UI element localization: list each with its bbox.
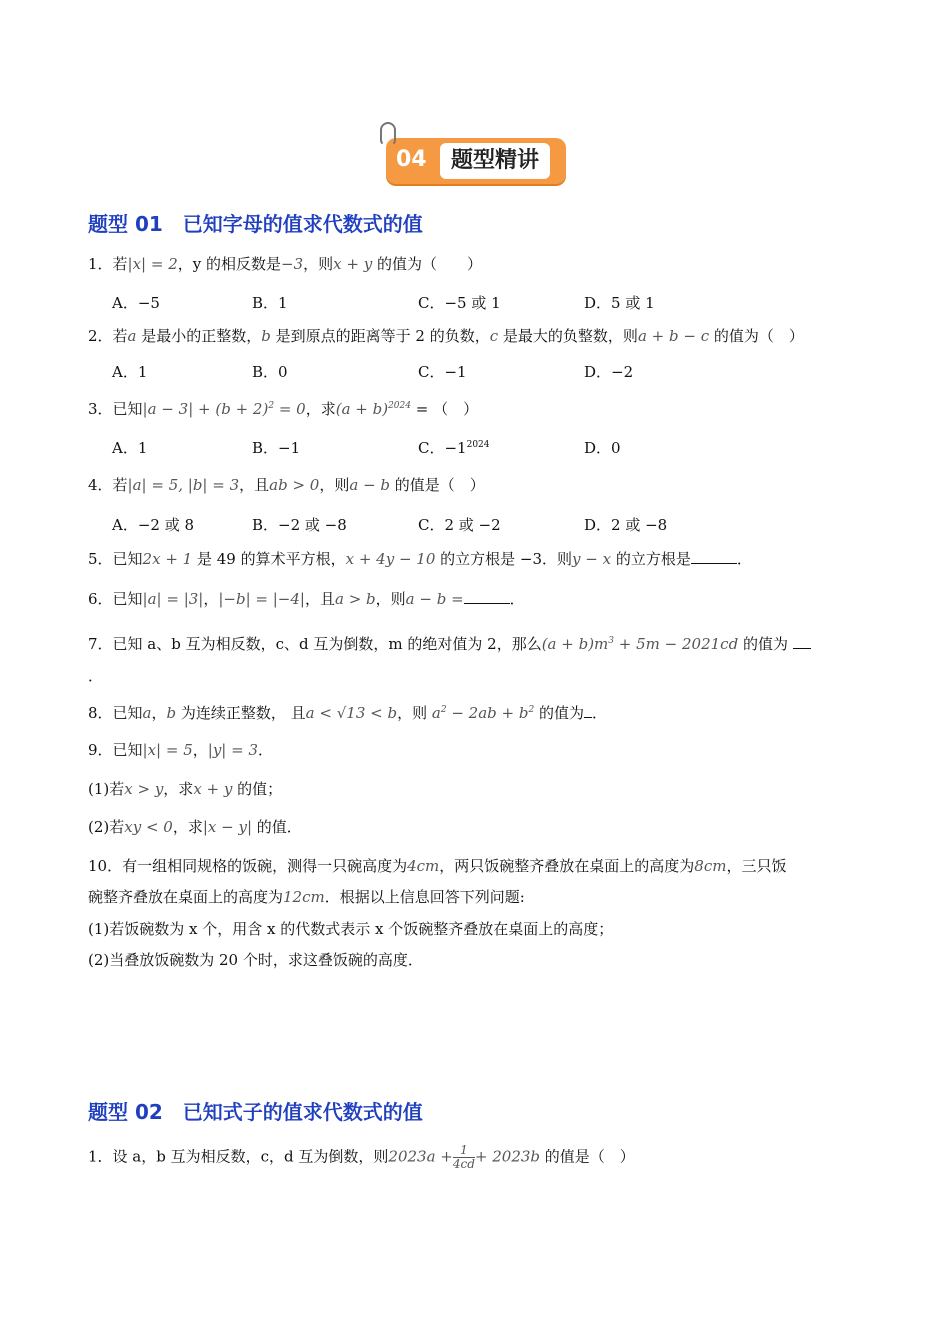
q4-math: a − b <box>349 476 391 494</box>
q9-text: 的值． <box>252 818 302 836</box>
q3-math: |a − 3| + (b + 2) <box>142 400 269 418</box>
question-8 <box>88 699 607 724</box>
q1-math: |x| = 2 <box>127 255 178 273</box>
fraction-denominator: 4cd <box>452 1157 475 1171</box>
q5-text: 5．已知 <box>88 550 143 568</box>
q8-math: b <box>166 704 177 722</box>
q2-text: 是到原点的距离等于 2 的负数， <box>270 327 490 345</box>
q6-answer-blank <box>464 589 510 604</box>
q9-text: (2)若 <box>88 818 125 836</box>
q5-text: 是 49 的算术平方根， <box>192 550 346 568</box>
q6-text: 6．已知 <box>88 590 143 608</box>
q4-option-a: A．−2 或 8 <box>112 516 195 534</box>
q4-text: 的值是（ ） <box>390 476 485 494</box>
q3-option-b: B．−1 <box>252 439 301 457</box>
s2q1-text: 的值是（ ） <box>540 1147 635 1166</box>
q9-text: ， <box>192 741 208 759</box>
q9-math: |y| = 3 <box>207 741 259 759</box>
q1-text: 的值为（ ） <box>372 255 482 273</box>
s2q1-math: 2023a + <box>388 1147 453 1166</box>
question-3 <box>88 395 478 420</box>
q10-math: 12cm <box>283 888 325 906</box>
badge-number: 04 <box>396 147 427 172</box>
q8-text: 的值为 <box>534 704 584 722</box>
q5-math: x + 4y − 10 <box>345 550 436 568</box>
fraction-numerator: 1 <box>460 1143 468 1157</box>
q10-text: 碗整齐叠放在桌面上的高度为 <box>88 888 284 906</box>
q6-text: ． <box>509 590 525 608</box>
section-badge <box>386 138 566 184</box>
q9-text: 的值； <box>232 780 283 798</box>
q1-option-a: A．−5 <box>112 294 160 312</box>
q8-exponent: 2 <box>528 705 535 715</box>
q8-exponent: 2 <box>440 705 447 715</box>
q4-text: ，则 <box>319 476 350 494</box>
q8-text: ． <box>591 704 607 722</box>
q8-math: a < √13 < b <box>305 704 398 722</box>
q6-math: a − b = <box>405 590 464 608</box>
q1-math: x + y <box>333 255 373 273</box>
q2-text: 的值为（ ） <box>709 327 804 345</box>
q4-option-c: C．2 或 −2 <box>418 516 501 534</box>
question-1 <box>88 253 482 275</box>
s2q1-math: + 2023b <box>474 1147 541 1166</box>
q2-text: 是最小的正整数， <box>136 327 262 345</box>
q3-option-c-text: C．−1 <box>418 439 467 457</box>
q2-option-d: D．−2 <box>584 363 634 381</box>
q10-text: ，两只饭碗整齐叠放在桌面上的高度为 <box>439 857 695 875</box>
q9-text: ，求 <box>163 780 194 798</box>
q3-math: (a + b) <box>335 400 389 418</box>
q3-option-a: A．1 <box>112 439 148 457</box>
question-7-line-2: ． <box>88 667 104 685</box>
question-2 <box>88 325 804 347</box>
q2-option-b: B．0 <box>252 363 288 381</box>
q9-math: x > y <box>124 780 164 798</box>
q5-text: 的立方根是 −3．则 <box>435 550 573 568</box>
s2q1-fraction <box>453 1144 475 1171</box>
q2-math: c <box>489 327 499 345</box>
question-10-part-1: (1)若饭碗数为 x 个，用含 x 的代数式表示 x 个饭碗整齐叠放在桌面上的高度； <box>88 920 614 938</box>
q1-option-b: B．1 <box>252 294 288 312</box>
q5-answer-blank <box>691 549 737 564</box>
question-9 <box>88 739 273 761</box>
q3-math: = 0 <box>274 400 306 418</box>
q2-text: 2．若 <box>88 327 128 345</box>
q10-text: 10．有一组相同规格的饭碗，测得一只碗高度为 <box>88 857 408 875</box>
q4-text: 4．若 <box>88 476 128 494</box>
q7-answer-blank <box>793 634 811 649</box>
question-10-line-2 <box>88 886 525 908</box>
q3-text: = （ ） <box>410 400 479 418</box>
s2q1-text: 1．设 a，b 互为相反数，c，d 互为倒数，则 <box>88 1147 389 1166</box>
q9-math: x + y <box>193 780 233 798</box>
q2-text: 是最大的负整数，则 <box>498 327 638 345</box>
question-10-part-2: (2)当叠放饭碗数为 20 个时，求这叠饭碗的高度． <box>88 951 423 969</box>
q2-math: a <box>127 327 137 345</box>
q5-math: y − x <box>572 550 612 568</box>
q3-option-d: D．0 <box>584 439 621 457</box>
question-9-part-1 <box>88 778 282 800</box>
q10-math: 8cm <box>694 857 727 875</box>
q1-math: −3 <box>281 255 304 273</box>
q5-text: 的立方根是 <box>611 550 691 568</box>
q3-text: ，求 <box>305 400 336 418</box>
q4-math: ab > 0 <box>269 476 320 494</box>
q9-text: ，求 <box>172 818 203 836</box>
q8-text: 8．已知 <box>88 704 143 722</box>
q1-text: 1．若 <box>88 255 128 273</box>
q4-option-b: B．−2 或 −8 <box>252 516 347 534</box>
q9-text: (1)若 <box>88 780 125 798</box>
q4-text: ，且 <box>239 476 270 494</box>
section-2-title: 题型 02 已知式子的值求代数式的值 <box>88 1100 423 1124</box>
q9-math: xy < 0 <box>124 818 173 836</box>
q2-math: a + b − c <box>637 327 710 345</box>
q2-math: b <box>261 327 271 345</box>
question-7 <box>88 630 811 655</box>
q1-text: ，则 <box>303 255 334 273</box>
q3-option-c <box>418 437 490 458</box>
badge-label: 题型精讲 <box>440 143 550 179</box>
q3-option-c-exponent: 2024 <box>466 440 490 450</box>
q2-option-c: C．−1 <box>418 363 467 381</box>
q3-text: 3．已知 <box>88 400 143 418</box>
q7-math: + 5m − 2021cd <box>614 635 739 653</box>
q8-text: ， <box>151 704 167 722</box>
q6-text: ，则 <box>375 590 406 608</box>
q6-math: |−b| = |−4| <box>218 590 305 608</box>
q3-exponent: 2 <box>268 401 275 411</box>
q7-text: 7．已知 a、b 互为相反数，c、d 互为倒数，m 的绝对值为 2，那么 <box>88 635 542 653</box>
question-9-part-2 <box>88 816 302 838</box>
q4-option-d: D．2 或 −8 <box>584 516 668 534</box>
q9-math: |x − y| <box>202 818 253 836</box>
q9-text: ． <box>258 741 274 759</box>
question-6 <box>88 588 525 610</box>
q8-math: a <box>431 704 441 722</box>
question-5 <box>88 548 752 570</box>
section-2-question-1 <box>88 1144 635 1171</box>
question-4 <box>88 474 485 496</box>
q5-math: 2x + 1 <box>142 550 193 568</box>
q10-text: ．根据以上信息回答下列问题: <box>324 888 525 906</box>
q7-text: 的值为 <box>738 635 788 653</box>
q10-text: ，三只饭 <box>726 857 787 875</box>
q8-math: a <box>142 704 152 722</box>
q2-option-a: A．1 <box>112 363 148 381</box>
q8-answer-blank <box>584 703 592 718</box>
q7-math: (a + b)m <box>541 635 609 653</box>
q6-text: ，且 <box>304 590 335 608</box>
q1-option-d: D．5 或 1 <box>584 294 655 312</box>
q1-text: ，y 的相反数是 <box>177 255 282 273</box>
q5-text: ． <box>736 550 752 568</box>
q6-math: |a| = |3| <box>142 590 204 608</box>
q4-math: |a| = 5, |b| = 3 <box>127 476 240 494</box>
q7-exponent: 3 <box>608 636 615 646</box>
q10-math: 4cm <box>407 857 440 875</box>
clip-icon <box>380 122 396 146</box>
q9-text: 9．已知 <box>88 741 143 759</box>
q1-option-c: C．−5 或 1 <box>418 294 501 312</box>
q8-math: − 2ab + b <box>446 704 529 722</box>
q8-text: ，则 <box>397 704 432 722</box>
q6-math: a > b <box>335 590 376 608</box>
question-10 <box>88 855 786 877</box>
section-1-title: 题型 01 已知字母的值求代数式的值 <box>88 212 423 236</box>
q8-text: 为连续正整数， 且 <box>176 704 306 722</box>
q6-text: ， <box>203 590 219 608</box>
q3-exponent: 2024 <box>388 401 411 411</box>
q9-math: |x| = 5 <box>142 741 193 759</box>
